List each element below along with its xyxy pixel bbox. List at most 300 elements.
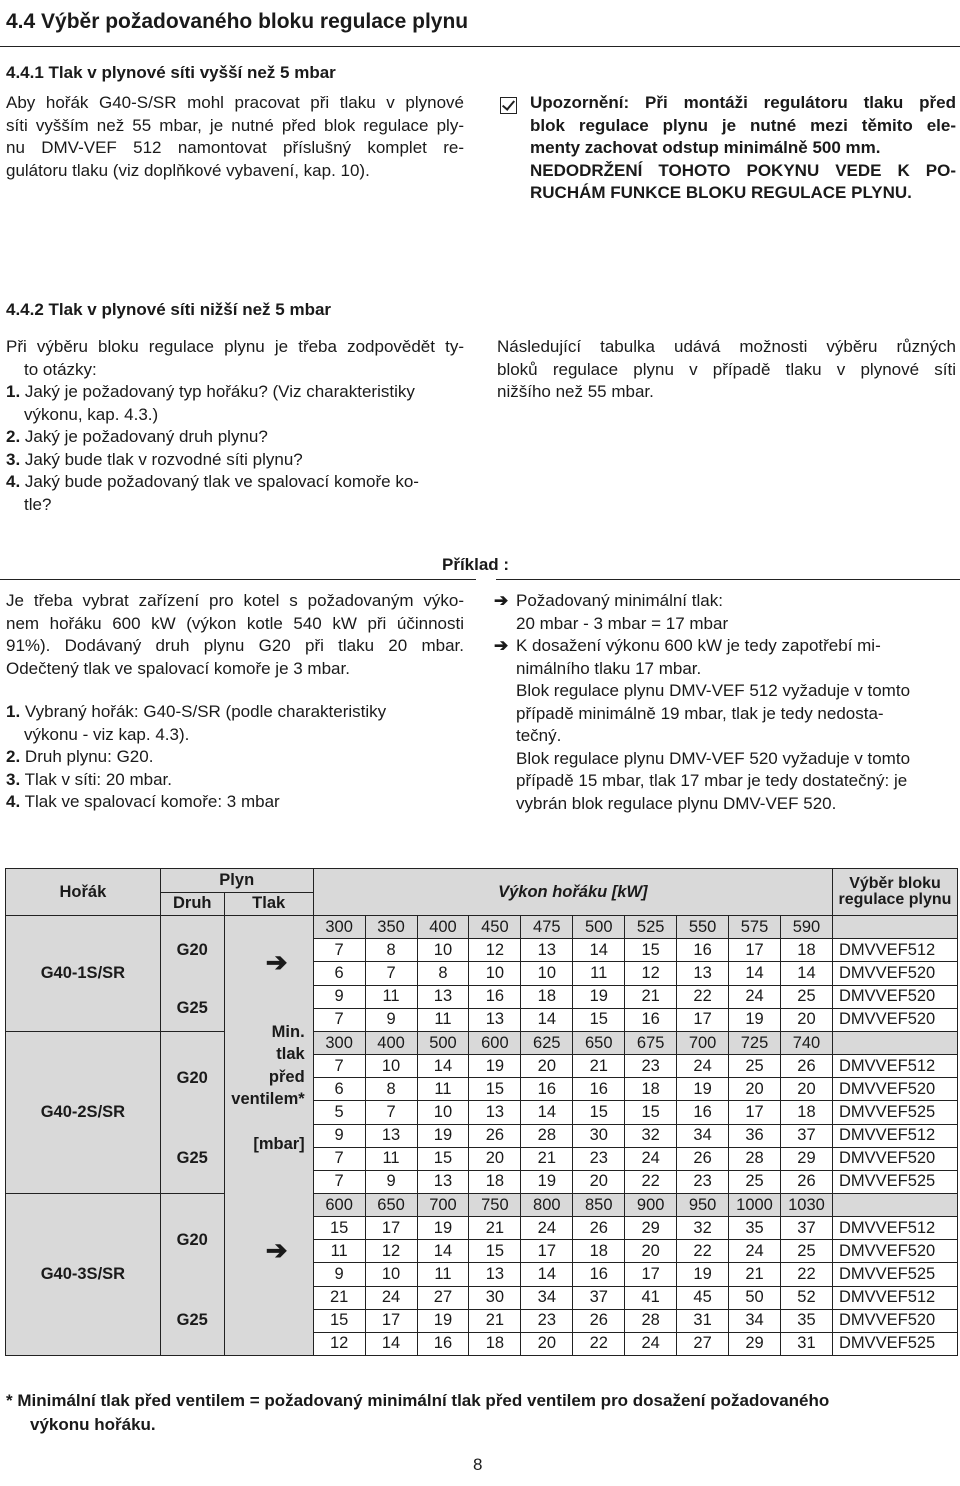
list-item [6,426,464,449]
pressure-value: 10 [521,962,573,985]
pressure-value: 21 [313,1286,365,1309]
pressure-value: 13 [469,1101,521,1124]
example-title: Příklad : [442,555,510,574]
pressure-value: 18 [781,939,833,962]
text-line: Je třeba vybrat zařízení pro kotel s požadovaným výko- [6,591,464,610]
power-value: 300 [313,1032,365,1055]
burner-name: G40-2S/SR [6,1032,161,1194]
block-type: DMVVEF525 [832,1101,957,1124]
pressure-value: 9 [313,985,365,1008]
pressure-value: 13 [677,962,729,985]
pressure-value: 15 [313,1309,365,1332]
pressure-value: 19 [521,1170,573,1193]
block-type: DMVVEF512 [832,1124,957,1147]
pressure-value: 19 [677,1263,729,1286]
pressure-value: 13 [417,1170,469,1193]
pressure-value: 11 [365,1147,417,1170]
pressure-value: 7 [365,1101,417,1124]
gas-type: G20 [176,1230,208,1249]
pressure-value: 14 [521,1008,573,1031]
text-line: nu DMV-VEF 512 namontovat příslušný komplet re- [6,138,464,157]
solution-line: případě minimálně 19 mbar, tlak je tedy nedosta- [516,703,884,723]
paragraph-441 [6,92,464,182]
pressure-value: 13 [469,1263,521,1286]
pressure-value: 10 [417,939,469,962]
list-number: 1. [6,382,21,401]
table-intro [497,336,956,404]
pressure-value: 18 [781,1101,833,1124]
pressure-value: 26 [781,1170,833,1193]
pressure-value: 18 [521,985,573,1008]
pressure-value: 21 [469,1309,521,1332]
pressure-value: 25 [729,1170,781,1193]
power-value: 500 [417,1032,469,1055]
pressure-value: 6 [313,962,365,985]
list-text: Vybraný hořák: G40-S/SR (podle charakteristiky [24,702,387,721]
min-label-line: před [268,1067,305,1086]
pressure-value: 29 [729,1332,781,1355]
block-type: DMVVEF520 [832,985,957,1008]
pressure-value: 22 [677,1240,729,1263]
pressure-value: 6 [313,1078,365,1101]
pressure-value: 10 [469,962,521,985]
list-item-cont: výkonu - viz kap. 4.3). [24,724,190,744]
pressure-value: 26 [573,1309,625,1332]
pressure-value: 5 [313,1101,365,1124]
text-line: gulátoru tlaku (viz doplňkové vybavení, kap. 10). [6,160,370,180]
pressure-value: 24 [521,1217,573,1240]
block-type: DMVVEF525 [832,1263,957,1286]
solution-line [494,635,956,658]
pressure-value: 9 [313,1263,365,1286]
pressure-value: 37 [573,1286,625,1309]
list-item [6,769,464,792]
power-value: 550 [677,916,729,939]
pressure-value: 9 [365,1008,417,1031]
list-number: 1. [6,702,21,721]
pressure-value: 18 [469,1170,521,1193]
pressure-value: 25 [781,985,833,1008]
pressure-value: 7 [313,1008,365,1031]
power-value: 675 [625,1032,677,1055]
pressure-value: 20 [573,1170,625,1193]
pressure-value: 15 [469,1240,521,1263]
block-type: DMVVEF512 [832,1217,957,1240]
block-type: DMVVEF525 [832,1170,957,1193]
table-header-row [6,869,958,893]
power-row [6,1032,958,1055]
pressure-value: 11 [417,1078,469,1101]
pressure-value: 20 [469,1147,521,1170]
pressure-value: 17 [521,1240,573,1263]
pressure-value: 31 [677,1309,729,1332]
section-title: 4.4 Výběr požadovaného bloku regulace plynu [6,10,469,33]
pressure-value: 7 [313,1147,365,1170]
list-text: Druh plynu: G20. [24,747,154,766]
pressure-value: 16 [677,1101,729,1124]
pressure-value: 30 [573,1124,625,1147]
pressure-value: 21 [729,1263,781,1286]
block-type: DMVVEF512 [832,1055,957,1078]
block-type: DMVVEF525 [832,1332,957,1355]
pressure-value: 27 [677,1332,729,1355]
power-value: 625 [521,1032,573,1055]
pressure-value: 15 [625,939,677,962]
pressure-value: 21 [469,1217,521,1240]
list-text: Tlak v síti: 20 mbar. [24,769,172,789]
power-value: 400 [417,916,469,939]
power-value: 450 [469,916,521,939]
power-value: 650 [573,1032,625,1055]
footnote [6,1389,960,1437]
pressure-value: 16 [521,1078,573,1101]
warning-line: NEDODRŽENÍ TOHOTO POKYNU VEDE K PO- [530,160,956,180]
empty-cell [832,916,957,939]
pressure-value: 16 [469,985,521,1008]
warning-note [530,92,956,205]
pressure-value: 37 [781,1217,833,1240]
list-item-cont: tle? [24,494,52,514]
list-text: Jaký bude požadovaný tlak ve spalovací komoře ko- [24,472,419,491]
warning-line: menty zachovat odstup minimálně 500 mm. [530,138,881,157]
gas-type: G20 [176,1068,208,1087]
list-item [6,791,464,814]
pressure-value: 8 [417,962,469,985]
power-value: 700 [677,1032,729,1055]
gas-type: G20 [176,941,208,959]
pressure-value: 26 [469,1124,521,1147]
burner-name: G40-1S/SR [6,916,161,1032]
pressure-value: 34 [729,1309,781,1332]
pressure-value: 28 [521,1124,573,1147]
arrow-icon: ➔ [494,591,509,610]
solution-line: nimálního tlaku 17 mbar. [516,658,702,678]
pressure-value: 15 [313,1217,365,1240]
pressure-value: 24 [729,1240,781,1263]
pressure-value: 13 [365,1124,417,1147]
header-horak: Hořák [6,869,161,916]
gas-type: G25 [176,1149,208,1167]
list-number: 3. [6,449,21,469]
pressure-value: 17 [677,1008,729,1031]
pressure-value: 17 [729,1101,781,1124]
pressure-value: 22 [781,1263,833,1286]
example-rule-right [496,579,960,580]
text-line: Následující tabulka udává možnosti výběru různých [497,337,956,356]
pressure-value: 10 [365,1263,417,1286]
pressure-value: 14 [365,1332,417,1355]
pressure-value: 28 [729,1147,781,1170]
pressure-value: 18 [469,1332,521,1355]
pressure-value: 23 [573,1147,625,1170]
list-number: 4. [6,472,21,491]
pressure-value: 11 [417,1263,469,1286]
pressure-value: 9 [365,1170,417,1193]
empty-cell [832,1194,957,1217]
pressure-value: 19 [729,1008,781,1031]
pressure-value: 26 [573,1217,625,1240]
solution-text: Požadovaný minimální tlak: [516,591,723,610]
power-value: 300 [313,916,365,939]
pressure-value: 22 [573,1332,625,1355]
block-type: DMVVEF512 [832,939,957,962]
power-value: 725 [729,1032,781,1055]
pressure-value: 14 [781,962,833,985]
pressure-value: 19 [417,1217,469,1240]
arrow-icon: ➔ [494,636,509,655]
solution-line: tečný. [516,726,562,745]
pressure-value: 17 [365,1309,417,1332]
solution-line: 20 mbar - 3 mbar = 17 mbar [516,613,729,633]
pressure-value: 14 [573,939,625,962]
empty-cell [832,1032,957,1055]
selection-table [5,868,958,1356]
header-druh: Druh [160,892,224,916]
pressure-value: 7 [313,1055,365,1078]
solution-line: Blok regulace plynu DMV-VEF 520 vyžaduje v tomto [516,748,911,768]
power-value: 525 [625,916,677,939]
text-line: nižšího než 55 mbar. [497,382,654,401]
pressure-value: 25 [729,1055,781,1078]
pressure-value: 20 [521,1332,573,1355]
pressure-value: 10 [417,1101,469,1124]
power-value: 600 [313,1194,365,1217]
pressure-value: 17 [729,939,781,962]
pressure-value: 15 [469,1078,521,1101]
power-value: 850 [573,1194,625,1217]
pressure-value: 45 [677,1286,729,1309]
pressure-value: 19 [573,985,625,1008]
pressure-value: 25 [781,1240,833,1263]
solution-line: případě 15 mbar, tlak 17 mbar je tedy dostatečný: je [516,771,908,790]
pressure-value: 13 [521,939,573,962]
pressure-value: 35 [781,1309,833,1332]
list-item [6,381,464,404]
pressure-value: 13 [417,985,469,1008]
pressure-value: 8 [365,939,417,962]
pressure-value: 52 [781,1286,833,1309]
list-number: 2. [6,747,21,766]
pressure-value: 37 [781,1124,833,1147]
pressure-value: 24 [625,1147,677,1170]
pressure-value: 16 [417,1332,469,1355]
block-type: DMVVEF520 [832,1240,957,1263]
header-tlak: Tlak [224,892,313,916]
pressure-value: 26 [781,1055,833,1078]
pressure-value: 8 [365,1078,417,1101]
pressure-value: 22 [677,985,729,1008]
text-line: Aby hořák G40-S/SR mohl pracovat při tlaku v plynové [6,93,464,112]
checkbox-icon [500,97,517,114]
pressure-value: 19 [417,1309,469,1332]
list-item-cont: výkonu, kap. 4.3.) [24,404,159,424]
power-value: 600 [469,1032,521,1055]
solution-text: K dosažení výkonu 600 kW je tedy zapotřebí mi- [516,636,881,655]
pressure-value: 19 [417,1124,469,1147]
pressure-value: 16 [625,1008,677,1031]
power-value: 740 [781,1032,833,1055]
warning-line: Upozornění: Při montáži regulátoru tlaku před [530,93,956,112]
list-number: 2. [6,427,21,446]
pressure-value: 21 [521,1147,573,1170]
pressure-value: 16 [573,1078,625,1101]
pressure-value: 19 [469,1055,521,1078]
gas-column [160,1032,224,1194]
pressure-value: 11 [573,962,625,985]
power-row [6,1194,958,1217]
pressure-value: 35 [729,1217,781,1240]
pressure-column [224,916,313,1356]
text-line: Odečtený tlak ve spalovací komoře je 3 mbar. [6,658,350,678]
example-steps [6,701,464,814]
pressure-value: 14 [521,1263,573,1286]
power-value: 590 [781,916,833,939]
footnote-line: výkonu hořáku. [30,1415,156,1434]
pressure-value: 31 [781,1332,833,1355]
example-solution [494,590,956,815]
text-line: Při výběru bloku regulace plynu je třeba zodpovědět ty- [6,337,464,356]
text-line: to otázky: [24,359,97,379]
footnote-line: * Minimální tlak před ventilem = požadovaný minimální tlak před ventilem pro dosažení požadovaného [6,1391,830,1410]
arrow-icon: ➔ [265,1235,288,1265]
list-text: Jaký je požadovaný typ hořáku? (Viz charakteristiky [24,382,415,401]
block-type: DMVVEF520 [832,962,957,985]
pressure-value: 16 [573,1263,625,1286]
power-row [6,916,958,939]
pressure-value: 23 [677,1170,729,1193]
heading-441: 4.4.1 Tlak v plynové síti vyšší než 5 mbar [6,63,336,82]
power-value: 400 [365,1032,417,1055]
block-type: DMVVEF520 [832,1309,957,1332]
pressure-value: 20 [781,1078,833,1101]
power-value: 350 [365,916,417,939]
solution-line: vybrán blok regulace plynu DMV-VEF 520. [516,793,837,813]
power-value: 800 [521,1194,573,1217]
pressure-value: 15 [573,1008,625,1031]
pressure-value: 11 [417,1008,469,1031]
pressure-value: 17 [365,1217,417,1240]
pressure-value: 14 [417,1240,469,1263]
pressure-value: 12 [365,1240,417,1263]
list-number: 4. [6,792,21,811]
header-plyn: Plyn [160,869,313,893]
example-rule-left [0,579,476,580]
power-value: 750 [469,1194,521,1217]
pressure-value: 18 [573,1240,625,1263]
pressure-value: 12 [313,1332,365,1355]
example-text [6,590,464,680]
pressure-value: 7 [313,1170,365,1193]
pressure-value: 15 [417,1147,469,1170]
pressure-value: 15 [573,1101,625,1124]
power-value: 500 [573,916,625,939]
list-item [6,746,464,769]
page-number: 8 [473,1455,483,1474]
warning-line: blok regulace plynu je nutné mezi těmito ele- [530,115,956,135]
pressure-value: 20 [521,1055,573,1078]
pressure-value: 22 [625,1170,677,1193]
power-value: 575 [729,916,781,939]
pressure-value: 34 [677,1124,729,1147]
pressure-value: 20 [729,1078,781,1101]
arrow-icon: ➔ [265,946,288,977]
gas-column [160,1194,224,1356]
pressure-value: 29 [625,1217,677,1240]
pressure-value: 18 [625,1078,677,1101]
pressure-value: 7 [365,962,417,985]
list-number: 3. [6,769,21,789]
heading-442: 4.4.2 Tlak v plynové síti nižší než 5 mbar [6,300,332,319]
pressure-value: 14 [521,1101,573,1124]
power-value: 700 [417,1194,469,1217]
warning-line: RUCHÁM FUNKCE BLOKU REGULACE PLYNU. [530,183,912,202]
gas-column [160,916,224,1032]
pressure-value: 11 [313,1240,365,1263]
solution-line [494,590,956,613]
pressure-value: 24 [625,1332,677,1355]
pressure-value: 36 [729,1124,781,1147]
power-value: 900 [625,1194,677,1217]
pressure-value: 15 [625,1101,677,1124]
text-line: nem hořáku 600 kW (výkon kotle 540 kW při účinnosti [6,613,464,633]
list-item [6,449,464,472]
min-label-line: Min. [271,1022,305,1041]
questions-list [6,381,464,516]
pressure-value: 20 [625,1240,677,1263]
pressure-value: 14 [417,1055,469,1078]
gas-type: G25 [176,998,208,1017]
pressure-value: 28 [625,1309,677,1332]
pressure-value: 12 [625,962,677,985]
power-value: 650 [365,1194,417,1217]
list-text: Jaký bude tlak v rozvodné síti plynu? [24,449,303,469]
gas-type: G25 [176,1311,208,1329]
pressure-value: 20 [781,1008,833,1031]
pressure-value: 41 [625,1286,677,1309]
questions-block [6,336,464,381]
pressure-value: 34 [521,1286,573,1309]
block-type: DMVVEF520 [832,1078,957,1101]
pressure-value: 12 [469,939,521,962]
pressure-value: 21 [625,985,677,1008]
block-type: DMVVEF520 [832,1147,957,1170]
list-item [6,701,464,724]
pressure-value: 13 [469,1008,521,1031]
min-pressure-label [225,1008,313,1168]
burner-name: G40-3S/SR [6,1194,161,1356]
pressure-value: 21 [573,1055,625,1078]
pressure-value: 11 [365,985,417,1008]
min-label-line: [mbar] [253,1135,305,1153]
pressure-value: 14 [729,962,781,985]
pressure-value: 30 [469,1286,521,1309]
block-type: DMVVEF520 [832,1008,957,1031]
pressure-value: 16 [677,939,729,962]
list-item [6,471,464,494]
text-line: bloků regulace plynu v případě tlaku v plynové síti [497,359,956,379]
pressure-value: 17 [625,1263,677,1286]
pressure-value: 50 [729,1286,781,1309]
list-text: Tlak ve spalovací komoře: 3 mbar [24,792,280,811]
pressure-value: 10 [365,1055,417,1078]
pressure-value: 27 [417,1286,469,1309]
power-value: 950 [677,1194,729,1217]
power-value: 1000 [729,1194,781,1217]
title-rule [0,46,960,47]
power-value: 475 [521,916,573,939]
pressure-value: 9 [313,1124,365,1147]
pressure-value: 32 [677,1217,729,1240]
